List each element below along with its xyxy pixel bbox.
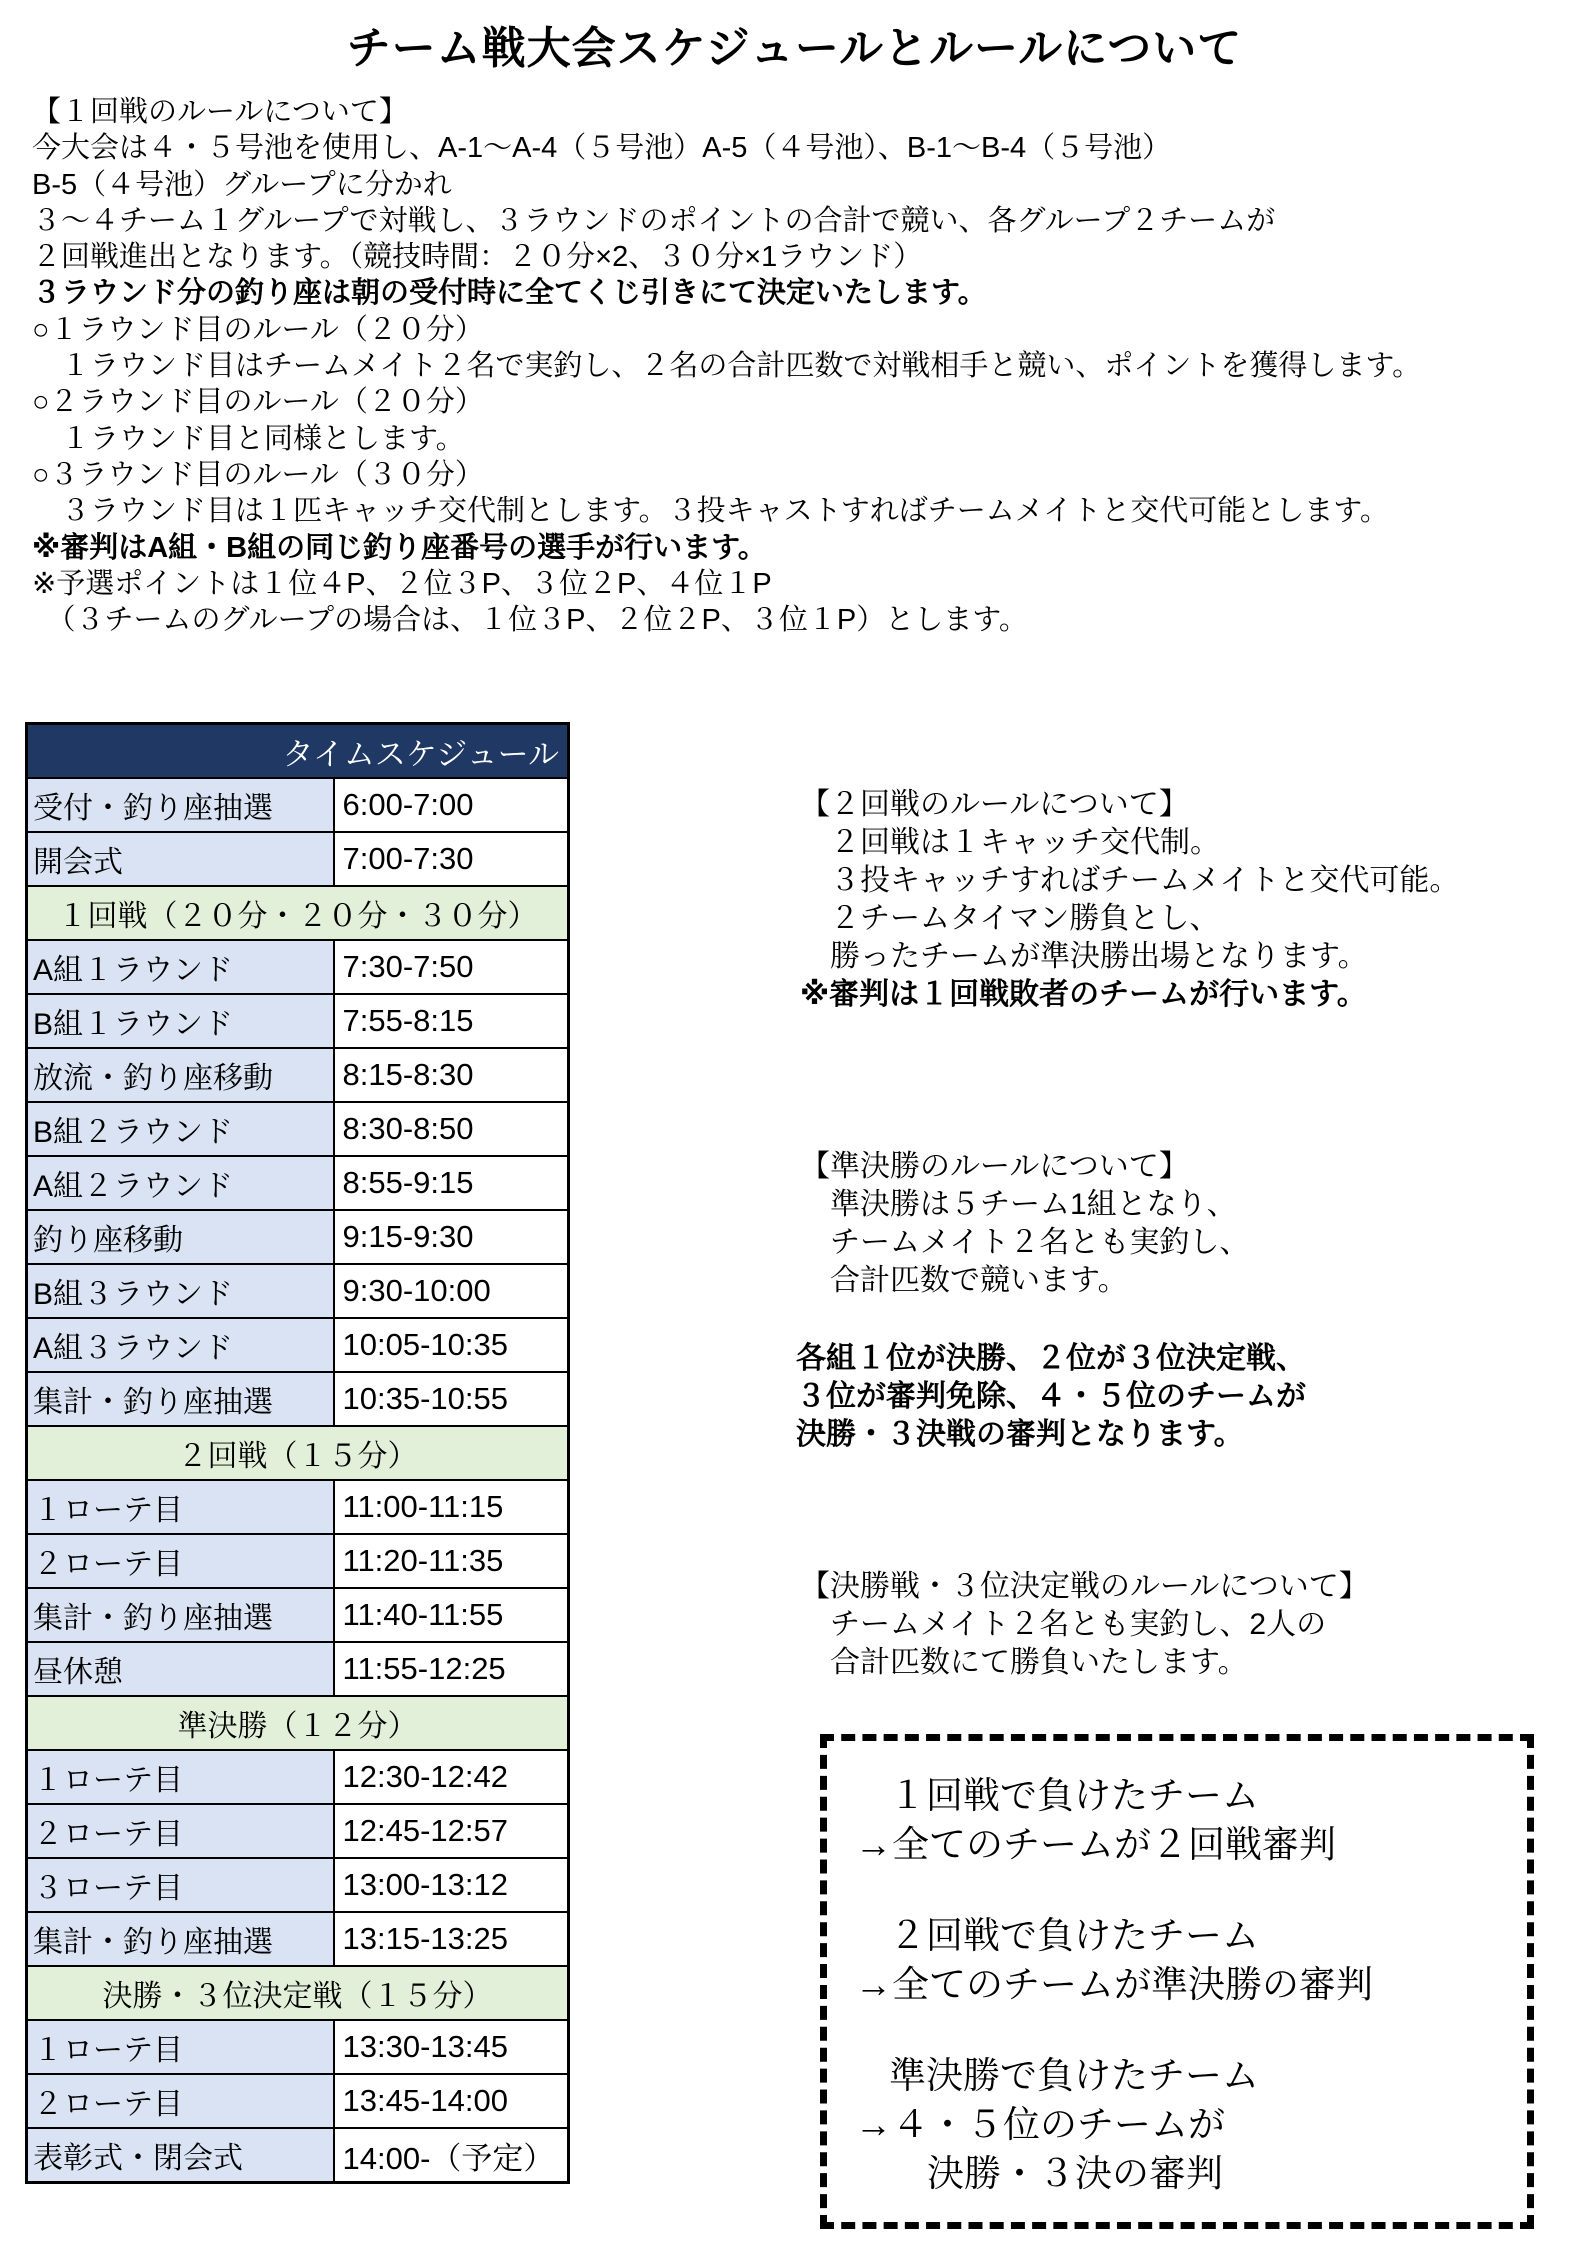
event-label: A組３ラウンド [27,1318,334,1372]
event-time: 8:30-8:50 [334,1102,569,1156]
schedule-row [27,778,569,832]
event-time: 6:00-7:00 [334,778,569,832]
referee-line: →全てのチームが準決勝の審判 [855,1964,1373,2005]
note-line: 勝ったチームが準決勝出場となります。 [800,940,1368,973]
event-label: 開会式 [27,832,334,886]
rule-line: ３ラウンド目は１匹キャッチ交代制とします。３投キャストすればチームメイトと交代可能とします。 [32,495,1389,528]
schedule-row [27,1318,569,1372]
note-line: チームメイト２名とも実釣し、2人の [800,1608,1327,1641]
note-line: 合計匹数で競います。 [800,1264,1128,1297]
event-label: B組２ラウンド [27,1102,334,1156]
event-label: １ローテ目 [27,2020,334,2074]
schedule-row [27,832,569,886]
placement-note [796,1340,1306,1454]
referee-line: 決勝・３決の審判 [927,2153,1223,2194]
event-label: B組３ラウンド [27,1264,334,1318]
schedule-row [27,1156,569,1210]
rule-line: ３ラウンド分の釣り座は朝の受付時に全てくじ引きにて決定いたします。 [32,277,987,310]
event-label: 集計・釣り座抽選 [27,1588,334,1642]
rule-line: １ラウンド目と同様とします。 [32,422,465,455]
table-header-row [27,724,569,779]
table-body [27,778,569,2183]
event-time: 13:30-13:45 [334,2020,569,2074]
section-row [27,886,569,940]
semifinal-rules [800,1148,1249,1300]
event-label: ２ローテ目 [27,1534,334,1588]
note-line: ２回戦は１キャッチ交代制。 [800,826,1220,859]
schedule-row [27,1048,569,1102]
note-line: 準決勝は５チーム1組となり、 [800,1188,1237,1221]
rule-line: ○１ラウンド目のルール（２０分） [32,313,484,346]
event-time: 14:00-（予定） [334,2128,569,2183]
event-time: 7:30-7:50 [334,940,569,994]
event-time: 7:00-7:30 [334,832,569,886]
schedule-row [27,1480,569,1534]
note-line: ２チームタイマン勝負とし、 [800,902,1220,935]
schedule-row [27,1210,569,1264]
note-heading: 【決勝戦・３位決定戦のルールについて】 [800,1570,1369,1603]
note-line: ※審判は１回戦敗者のチームが行います。 [800,978,1367,1011]
event-time: 8:55-9:15 [334,1156,569,1210]
referee-line: →全てのチームが２回戦審判 [855,1824,1336,1865]
referee-group [855,1771,1519,1869]
note-line: チームメイト２名とも実釣し、 [800,1226,1250,1259]
schedule-row [27,1534,569,1588]
schedule-row [27,1264,569,1318]
event-label: 放流・釣り座移動 [27,1048,334,1102]
event-label: 釣り座移動 [27,1210,334,1264]
event-time: 9:15-9:30 [334,1210,569,1264]
event-time: 12:45-12:57 [334,1804,569,1858]
event-time: 11:20-11:35 [334,1534,569,1588]
schedule-row [27,1102,569,1156]
rule-line: 今大会は４・５号池を使用し、A-1～A-4（５号池）A-5（４号池）、B-1～B-4（５号池） [32,132,1172,165]
event-time: 10:05-10:35 [334,1318,569,1372]
section-label: 決勝・３位決定戦（１５分） [27,1966,569,2020]
event-time: 13:00-13:12 [334,1858,569,1912]
event-label: 集計・釣り座抽選 [27,1372,334,1426]
event-label: ２ローテ目 [27,2074,334,2128]
event-time: 11:40-11:55 [334,1588,569,1642]
rule-line: （３チームのグループの場合は、１位３P、２位２P、３位１P）とします。 [32,604,1028,637]
note-heading: 【準決勝のルールについて】 [800,1150,1189,1183]
event-time: 9:30-10:00 [334,1264,569,1318]
referee-line: １回戦で負けたチーム [889,1775,1259,1816]
event-time: 8:15-8:30 [334,1048,569,1102]
rule-line: B-5（４号池）グループに分かれ [32,168,452,201]
event-time: 10:35-10:55 [334,1372,569,1426]
event-time: 12:30-12:42 [334,1750,569,1804]
section-row [27,1966,569,2020]
section-row [27,1426,569,1480]
note-line: 合計匹数にて勝負いたします。 [800,1646,1248,1679]
section-label: 準決勝（１２分） [27,1696,569,1750]
referee-group [855,2051,1519,2198]
event-label: 表彰式・閉会式 [27,2128,334,2183]
round2-rules [800,786,1459,1014]
table-title: タイムスケジュール [27,724,569,779]
time-schedule-table [25,722,570,2184]
note-line: 決勝・３決戦の審判となります。 [796,1418,1244,1451]
event-label: ３ローテ目 [27,1858,334,1912]
event-label: A組１ラウンド [27,940,334,994]
round1-rules [32,94,1572,638]
event-label: 昼休憩 [27,1642,334,1696]
rule-line: ○２ラウンド目のルール（２０分） [32,386,484,419]
referee-line: ２回戦で負けたチーム [889,1915,1259,1956]
note-line: 各組１位が決勝、２位が３位決定戦、 [796,1342,1306,1375]
rule-line: ２回戦進出となります。（競技時間：２０分×2、３０分×1ラウンド） [32,241,923,274]
rule-line: ○３ラウンド目のルール（３０分） [32,458,484,491]
event-time: 13:15-13:25 [334,1912,569,1966]
event-label: １ローテ目 [27,1750,334,1804]
schedule-row [27,1912,569,1966]
event-time: 11:55-12:25 [334,1642,569,1696]
note-heading: 【２回戦のルールについて】 [800,788,1189,821]
event-label: B組１ラウンド [27,994,334,1048]
schedule-row [27,1804,569,1858]
rule-line: ※審判はA組・B組の同じ釣り座番号の選手が行います。 [32,531,767,564]
referee-assignment-box [820,1734,1534,2229]
schedule-row [27,2020,569,2074]
event-label: ２ローテ目 [27,1804,334,1858]
schedule-row [27,1750,569,1804]
section-row [27,1696,569,1750]
event-label: A組２ラウンド [27,1156,334,1210]
schedule-row [27,994,569,1048]
section-label: １回戦（２０分・２０分・３０分） [27,886,569,940]
schedule-row [27,1858,569,1912]
rule-line: ３～４チーム１グループで対戦し、３ラウンドのポイントの合計で競い、各グループ２チームが [32,204,1276,237]
schedule-row [27,2128,569,2183]
section-label: ２回戦（１５分） [27,1426,569,1480]
rule-line: ※予選ポイントは１位４P、２位３P、３位２P、４位１P [32,567,772,600]
final-rules [800,1568,1369,1682]
page-title: チーム戦大会スケジュールとルールについて [346,24,1243,73]
schedule-row [27,1642,569,1696]
rule-line: １ラウンド目はチームメイト２名で実釣し、２名の合計匹数で対戦相手と競い、ポイントを獲得します。 [32,350,1422,383]
note-line: ３位が審判免除、４・５位のチームが [796,1380,1306,1413]
schedule-row [27,940,569,994]
event-time: 11:00-11:15 [334,1480,569,1534]
referee-group [855,1911,1519,2009]
referee-line: →４・５位のチームが [855,2104,1225,2145]
rule-line: 【１回戦のルールについて】 [32,96,408,128]
referee-line: 準決勝で負けたチーム [889,2055,1259,2096]
event-time: 7:55-8:15 [334,994,569,1048]
event-time: 13:45-14:00 [334,2074,569,2128]
event-label: １ローテ目 [27,1480,334,1534]
event-label: 受付・釣り座抽選 [27,778,334,832]
schedule-row [27,1588,569,1642]
schedule-row [27,1372,569,1426]
event-label: 集計・釣り座抽選 [27,1912,334,1966]
note-line: ３投キャッチすればチームメイトと交代可能。 [800,864,1460,897]
schedule-row [27,2074,569,2128]
